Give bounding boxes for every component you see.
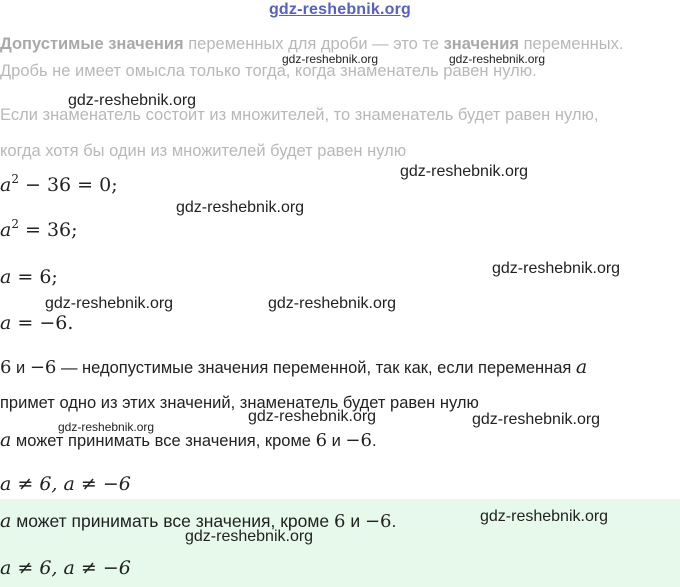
equation-1-exponent: 2 xyxy=(11,172,19,186)
explanation-variable: a xyxy=(575,356,588,378)
explanation-line-3-variable: a xyxy=(0,429,12,451)
equation-2-rest: = 36; xyxy=(18,219,78,241)
site-header-link[interactable]: gdz-reshebnik.org xyxy=(268,1,412,18)
watermark: gdz-reshebnik.org xyxy=(449,52,546,66)
explanation-line-1 xyxy=(0,356,587,378)
explanation-line-3-and: и xyxy=(327,432,346,450)
intro-text-2: переменных. xyxy=(519,35,624,53)
watermark: gdz-reshebnik.org xyxy=(58,420,155,434)
explanation-line-3-end: . xyxy=(371,432,377,450)
equation-4-variable: a xyxy=(0,312,12,334)
intro-bold-term-1: Допустимые значения xyxy=(0,35,184,53)
equation-3 xyxy=(0,266,58,288)
equation-3-variable: a xyxy=(0,266,12,288)
watermark: gdz-reshebnik.org xyxy=(492,260,621,277)
explanation-value-1: 6 xyxy=(0,357,12,378)
intro-bold-term-2: значения xyxy=(443,35,519,53)
equation-2-variable: a xyxy=(0,219,12,241)
equation-1 xyxy=(0,174,118,196)
equation-4-rest: = −6. xyxy=(11,312,74,334)
equation-4 xyxy=(0,312,73,334)
answer-and: и xyxy=(345,511,365,531)
watermark: gdz-reshebnik.org xyxy=(400,163,529,180)
equation-1-variable: a xyxy=(0,174,12,196)
watermark: gdz-reshebnik.org xyxy=(248,408,377,425)
explanation-text: — недопустимые значения переменной, так как, если переменная xyxy=(56,359,576,377)
answer-value-1: 6 xyxy=(334,511,346,532)
watermark: gdz-reshebnik.org xyxy=(282,52,379,66)
equation-1-rest: − 36 = 0; xyxy=(18,174,118,196)
equation-2 xyxy=(0,219,78,241)
watermark: gdz-reshebnik.org xyxy=(480,508,609,525)
intro-text-1: переменных для дроби — это те xyxy=(183,35,444,53)
answer-value-2: −6 xyxy=(364,511,392,532)
equation-3-rest: = 6; xyxy=(11,266,58,288)
explanation-and: и xyxy=(11,359,30,377)
answer-variable: a xyxy=(0,510,12,532)
explanation-result: a ≠ 6, a ≠ −6 xyxy=(0,473,131,495)
explanation-line-3-text: может принимать все значения, кроме xyxy=(11,432,316,450)
watermark: gdz-reshebnik.org xyxy=(45,295,174,312)
intro-line-3: Если знаменатель состоит из множителей, то знаменатель будет равен нулю, xyxy=(0,106,599,124)
equation-2-exponent: 2 xyxy=(11,217,19,231)
explanation-line-3 xyxy=(0,429,377,451)
explanation-line-2: примет одно из этих значений, знаменатель будет равен нулю xyxy=(0,394,479,412)
explanation-line-3-value-2: −6 xyxy=(345,430,372,451)
intro-line-2: Дробь не имеет омысла только тогда, когда знаменатель равен нулю. xyxy=(0,62,537,80)
watermark: gdz-reshebnik.org xyxy=(176,199,305,216)
intro-line-4: когда хотя бы один из множителей будет равен нулю xyxy=(0,142,407,160)
explanation-value-2: −6 xyxy=(29,357,57,378)
watermark: gdz-reshebnik.org xyxy=(68,92,197,109)
watermark: gdz-reshebnik.org xyxy=(185,528,314,545)
answer-end: . xyxy=(391,511,397,531)
watermark: gdz-reshebnik.org xyxy=(472,411,601,428)
answer-result: a ≠ 6, a ≠ −6 xyxy=(0,557,131,579)
explanation-line-3-value-1: 6 xyxy=(315,430,328,451)
answer-text: может принимать все значения, кроме xyxy=(11,511,335,531)
watermark: gdz-reshebnik.org xyxy=(268,295,397,312)
